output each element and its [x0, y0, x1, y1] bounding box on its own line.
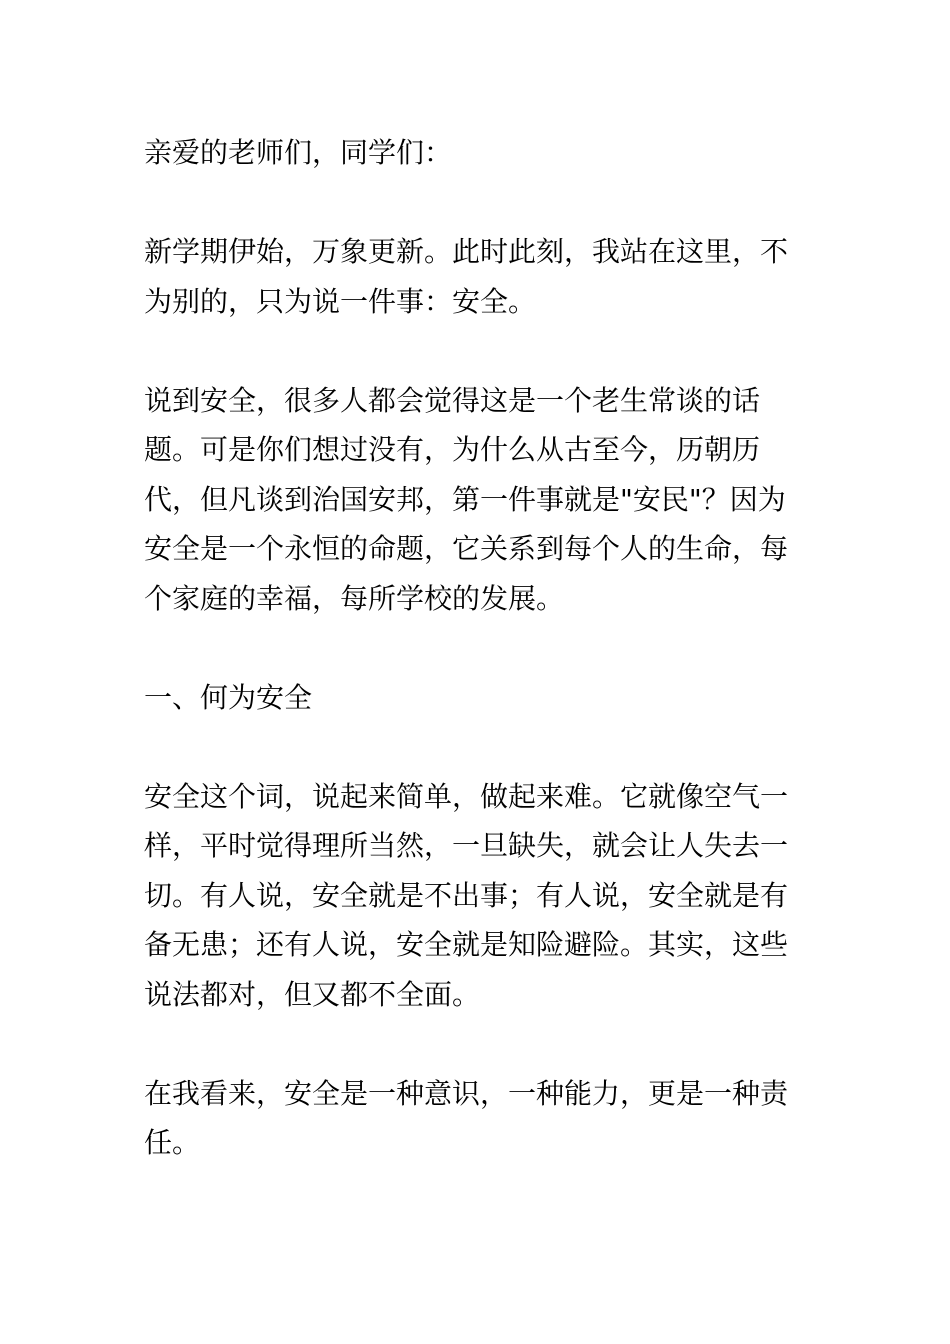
paragraph-safety-topic: 说到安全，很多人都会觉得这是一个老生常谈的话题。可是你们想过没有，为什么从古至今，历朝历代，但凡谈到治国安邦，第一件事就是"安民"？因为安全是一个永恒的命题，它关系到每个人的生命，每个家庭的幸福，每所学校的发展。 [144, 383, 789, 615]
paragraph-my-view: 在我看来，安全是一种意识，一种能力，更是一种责任。 [144, 1076, 789, 1159]
greeting: 亲爱的老师们，同学们： [144, 136, 453, 169]
document-body [144, 128, 810, 1168]
paragraph-intro: 新学期伊始，万象更新。此时此刻，我站在这里，不为别的，只为说一件事：安全。 [144, 235, 789, 318]
paragraph-what-is-safety: 安全这个词，说起来简单，做起来难。它就像空气一样，平时觉得理所当然，一旦缺失，就会让人失去一切。有人说，安全就是不出事；有人说，安全就是有备无患；还有人说，安全就是知险避险。其实，这些说法都对，但又都不全面。 [144, 779, 789, 1011]
section-heading: 一、何为安全 [144, 680, 313, 714]
